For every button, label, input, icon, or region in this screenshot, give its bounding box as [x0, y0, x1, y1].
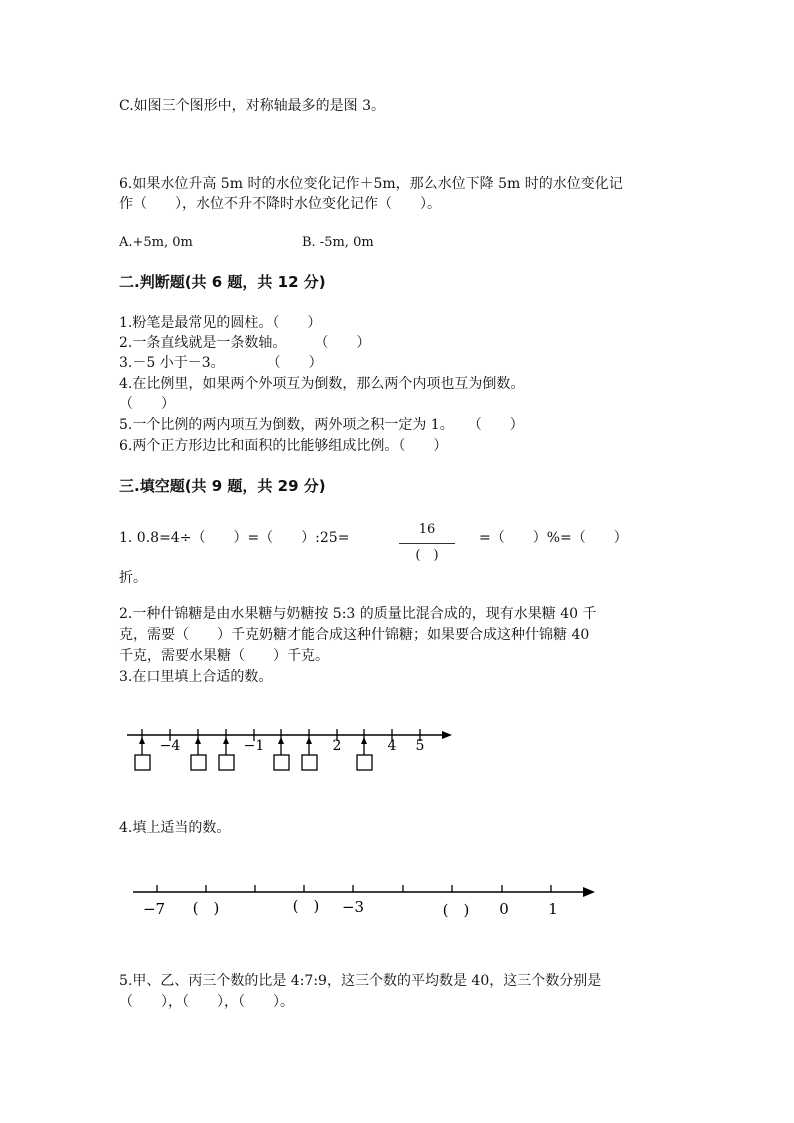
fill-q3-text: 3.在口里填上合适的数。 [119, 669, 273, 685]
blank-paren-3: ( ) [442, 901, 470, 919]
tick-label-neg7: −7 [142, 900, 166, 918]
judge-item-4-blank: （ ） [119, 396, 175, 412]
judge-item-3: 3.－5 小于－3。 （ ） [119, 355, 323, 371]
tick-label-5: 5 [415, 738, 425, 754]
arrow-head [223, 737, 229, 744]
q6-option-b: B. -5m, 0m [302, 235, 374, 250]
answer-box [219, 755, 234, 770]
fill-q1-tail: 折。 [119, 570, 147, 586]
tick-label-4: 4 [387, 738, 397, 754]
axis-arrowhead-2 [583, 887, 595, 897]
section3-title: 三.填空题(共 9 题，共 29 分) [119, 477, 326, 495]
tick-label-neg3: −3 [341, 898, 365, 916]
q6-option-a: A.+5m, 0m [119, 235, 193, 250]
fraction-denominator: ( ) [415, 548, 439, 563]
tick-label-1: 1 [548, 900, 558, 918]
fill-q2-line3: 千克，需要水果糖（ ）千克。 [119, 648, 329, 664]
fill-q1-part1: 1. 0.8=4÷（ ）=（ ）:25= [119, 530, 350, 546]
q6-line2: 作（ ），水位不升不降时水位变化记作（ ）。 [119, 196, 441, 212]
judge-item-4: 4.在比例里，如果两个外项互为倒数，那么两个内项也互为倒数。 [119, 376, 525, 392]
section2-title: 二.判断题(共 6 题，共 12 分) [119, 273, 326, 291]
fill-q5-line2: （ ），（ ），（ ）。 [119, 994, 294, 1010]
ticks-2 [157, 885, 551, 892]
blank-paren-1: ( ) [192, 899, 220, 917]
q5-option-c: C.如图三个图形中，对称轴最多的是图 3。 [119, 98, 386, 114]
fill-q5-line1: 5.甲、乙、丙三个数的比是 4:7:9，这三个数的平均数是 40，这三个数分别是 [119, 973, 602, 989]
judge-item-2: 2.一条直线就是一条数轴。 （ ） [119, 335, 371, 351]
answer-boxes [135, 755, 372, 770]
q6-line1: 6.如果水位升高 5m 时的水位变化记作＋5m，那么水位下降 5m 时的水位变化记 [119, 176, 623, 192]
fill-q2-line2: 克，需要（ ）千克奶糖才能合成这种什锦糖；如果要合成这种什锦糖 40 [119, 627, 590, 643]
fill-q4-text: 4.填上适当的数。 [119, 820, 231, 836]
fill-q2-line1: 2.一种什锦糖是由水果糖与奶糖按 5:3 的质量比混合成的，现有水果糖 40 千 [119, 606, 597, 622]
answer-box [135, 755, 150, 770]
fill-q1-part2: =（ ）%=（ ） [479, 530, 628, 546]
answer-box [274, 755, 289, 770]
arrow-head [195, 737, 201, 744]
arrow-head [139, 737, 145, 744]
blank-paren-2: ( ) [292, 897, 320, 915]
tick-label-2: 2 [332, 738, 342, 754]
tick-label-neg4: −4 [159, 738, 181, 754]
fraction-numerator: 16 [418, 522, 436, 537]
answer-box [302, 755, 317, 770]
tick-label-0: 0 [499, 900, 509, 918]
tick-label-neg1: −1 [243, 738, 265, 754]
answer-box [357, 755, 372, 770]
judge-item-5: 5.一个比例的两内项互为倒数，两外项之积一定为 1。 （ ） [119, 417, 524, 433]
axis-arrowhead [442, 731, 452, 739]
answer-box [191, 755, 206, 770]
judge-item-1: 1.粉笔是最常见的圆柱。（ ） [119, 315, 322, 331]
judge-item-6: 6.两个正方形边比和面积的比能够组成比例。（ ） [119, 438, 448, 454]
arrow-head [278, 737, 284, 744]
arrow-head [361, 737, 367, 744]
arrow-head [306, 737, 312, 744]
